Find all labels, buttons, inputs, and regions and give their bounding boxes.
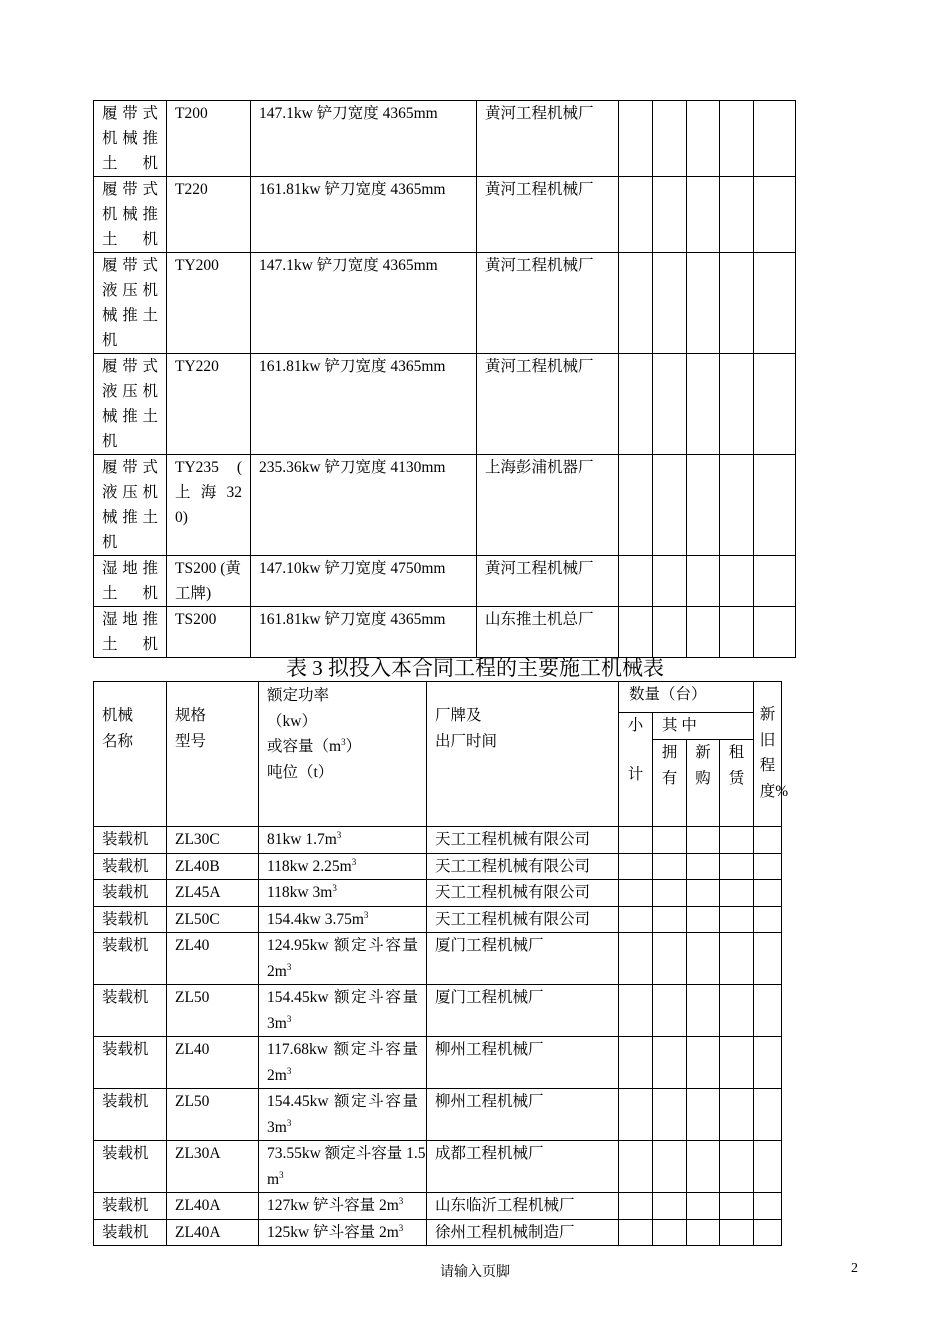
table-row	[94, 1219, 782, 1246]
empty-cell	[653, 1193, 687, 1220]
table-row	[94, 455, 796, 556]
empty-cell	[653, 1219, 687, 1246]
header-condition	[754, 682, 789, 827]
table-row	[94, 933, 782, 985]
empty-cell	[754, 853, 782, 880]
empty-cell	[653, 354, 687, 455]
empty-cell	[687, 1141, 720, 1193]
model-cell: ZL50	[167, 1089, 259, 1141]
table-row	[94, 1089, 782, 1141]
empty-cell	[720, 880, 754, 907]
header-label: 额定功率	[267, 687, 330, 704]
empty-cell	[653, 177, 687, 253]
header-label: 规格型号	[175, 707, 207, 750]
maker-cell: 黄河工程机械厂	[477, 354, 619, 455]
spec-text: 118kw 2.25m	[267, 857, 352, 875]
spec-text: 117.68kw 额定斗容量 2m	[267, 1041, 418, 1084]
maker-cell: 柳州工程机械厂	[427, 1089, 619, 1141]
machine-name-cell: 装载机	[94, 880, 167, 907]
empty-cell	[619, 853, 653, 880]
empty-cell	[754, 933, 782, 985]
header-own	[653, 740, 687, 827]
model-cell: ZL50	[167, 985, 259, 1037]
empty-cell	[720, 1219, 754, 1246]
table-row	[94, 880, 782, 907]
empty-cell	[687, 1193, 720, 1220]
maker-cell: 黄河工程机械厂	[477, 101, 619, 177]
machine-name-cell: 装载机	[94, 827, 167, 854]
empty-cell	[619, 933, 653, 985]
empty-cell	[619, 1037, 653, 1089]
empty-cell	[754, 1089, 782, 1141]
empty-cell	[720, 933, 754, 985]
header-row	[94, 682, 782, 713]
empty-cell	[754, 177, 796, 253]
empty-cell	[619, 556, 653, 607]
empty-cell	[653, 101, 687, 177]
empty-cell	[687, 880, 720, 907]
model-cell: TS200 (黄工牌)	[167, 556, 251, 607]
spec-text: 81kw 1.7m	[267, 831, 337, 848]
spec-text: 118kw 3m	[267, 884, 333, 901]
model-cell: ZL30A	[167, 1141, 259, 1193]
empty-cell	[687, 177, 720, 253]
maker-cell: 黄河工程机械厂	[477, 177, 619, 253]
header-of-which: 其 中	[653, 713, 754, 740]
superscript: 3	[286, 961, 292, 972]
empty-cell	[720, 853, 754, 880]
spec-text: 154.45kw 额定斗容量 3m	[267, 1093, 418, 1136]
header-rent	[720, 740, 754, 827]
machine-name-cell: 装载机	[94, 853, 167, 880]
spec-text: 154.4kw 3.75m	[267, 910, 364, 928]
spec-text: 73.55kw 额定斗容量 1.5m	[267, 1145, 426, 1188]
machine-name-cell: 湿地推土机	[94, 607, 167, 658]
header-label: 拥有	[661, 744, 678, 787]
superscript: 3	[336, 829, 342, 840]
spec-cell: 147.1kw 铲刀宽度 4365mm	[251, 253, 477, 354]
machine-name-cell: 装载机	[94, 933, 167, 985]
spec-cell	[259, 1037, 427, 1089]
machine-name-cell: 履带式液压机械推土机	[94, 354, 167, 455]
empty-cell	[653, 1089, 687, 1141]
machine-name-cell: 履带式机械推土机	[94, 177, 167, 253]
header-label: 计	[627, 765, 644, 783]
model-cell: TY235 ( 上 海 320)	[167, 455, 251, 556]
empty-cell	[653, 933, 687, 985]
empty-cell	[687, 906, 720, 933]
spec-cell	[259, 933, 427, 985]
model-cell: ZL40A	[167, 1219, 259, 1246]
machine-name-cell: 装载机	[94, 1219, 167, 1246]
empty-cell	[754, 607, 796, 658]
empty-cell	[720, 906, 754, 933]
model-cell: ZL40B	[167, 853, 259, 880]
model-cell: ZL50C	[167, 906, 259, 933]
maker-cell: 黄河工程机械厂	[477, 556, 619, 607]
empty-cell	[653, 985, 687, 1037]
empty-cell	[653, 880, 687, 907]
table-row	[94, 354, 796, 455]
empty-cell	[720, 1141, 754, 1193]
empty-cell	[720, 177, 754, 253]
table-row	[94, 853, 782, 880]
machine-name-cell: 湿地推土机	[94, 556, 167, 607]
header-model	[167, 682, 259, 827]
empty-cell	[754, 1141, 782, 1193]
maker-cell: 厦门工程机械厂	[427, 985, 619, 1037]
header-maker	[427, 682, 619, 827]
empty-cell	[754, 827, 782, 854]
machine-name-cell: 装载机	[94, 1141, 167, 1193]
maker-cell: 天工工程机械有限公司	[427, 906, 619, 933]
empty-cell	[720, 1037, 754, 1089]
maker-cell: 天工工程机械有限公司	[427, 853, 619, 880]
empty-cell	[653, 906, 687, 933]
spec-cell: 147.10kw 铲刀宽度 4750mm	[251, 556, 477, 607]
empty-cell	[653, 455, 687, 556]
empty-cell	[619, 827, 653, 854]
empty-cell	[619, 455, 653, 556]
empty-cell	[619, 607, 653, 658]
maker-cell: 柳州工程机械厂	[427, 1037, 619, 1089]
model-cell: TS200	[167, 607, 251, 658]
empty-cell	[754, 455, 796, 556]
header-label: 新旧程度%	[759, 706, 789, 800]
empty-cell	[619, 1089, 653, 1141]
table-row	[94, 556, 796, 607]
spec-cell	[259, 906, 427, 933]
header-label: 小	[627, 717, 644, 734]
table-row	[94, 1037, 782, 1089]
spec-cell: 235.36kw 铲刀宽度 4130mm	[251, 455, 477, 556]
machine-name-cell: 履带式液压机械推土机	[94, 455, 167, 556]
superscript: 3	[341, 736, 346, 747]
empty-cell	[720, 253, 754, 354]
header-label-part: ）	[345, 738, 362, 755]
empty-cell	[720, 1089, 754, 1141]
maker-cell: 成都工程机械厂	[427, 1141, 619, 1193]
superscript: 3	[332, 882, 337, 893]
maker-cell: 徐州工程机械制造厂	[427, 1219, 619, 1246]
model-cell: ZL40A	[167, 1193, 259, 1220]
empty-cell	[754, 253, 796, 354]
empty-cell	[754, 1193, 782, 1220]
model-cell: ZL40	[167, 1037, 259, 1089]
superscript: 3	[398, 1222, 404, 1233]
empty-cell	[720, 1193, 754, 1220]
empty-cell	[754, 354, 796, 455]
superscript: 3	[286, 1013, 292, 1024]
empty-cell	[653, 1141, 687, 1193]
empty-cell	[720, 455, 754, 556]
empty-cell	[720, 354, 754, 455]
machine-name-cell: 装载机	[94, 1037, 167, 1089]
empty-cell	[619, 177, 653, 253]
empty-cell	[653, 827, 687, 854]
empty-cell	[754, 906, 782, 933]
empty-cell	[754, 1219, 782, 1246]
spec-cell	[259, 1219, 427, 1246]
empty-cell	[653, 556, 687, 607]
model-cell: TY200	[167, 253, 251, 354]
empty-cell	[619, 906, 653, 933]
table-title: 表 3 拟投入本合同工程的主要施工机械表	[286, 656, 664, 680]
machine-name-cell: 履带式机械推土机	[94, 101, 167, 177]
maker-cell: 黄河工程机械厂	[477, 253, 619, 354]
spec-cell	[259, 1141, 427, 1193]
spec-cell: 161.81kw 铲刀宽度 4365mm	[251, 354, 477, 455]
empty-cell	[687, 607, 720, 658]
empty-cell	[720, 101, 754, 177]
empty-cell	[687, 101, 720, 177]
header-new	[687, 740, 720, 827]
table-row	[94, 253, 796, 354]
empty-cell	[687, 556, 720, 607]
model-cell: ZL40	[167, 933, 259, 985]
empty-cell	[720, 607, 754, 658]
empty-cell	[653, 253, 687, 354]
machine-name-cell: 装载机	[94, 906, 167, 933]
superscript: 3	[363, 909, 369, 920]
spec-text: 124.95kw 额定斗容量 2m	[267, 937, 418, 980]
header-power	[259, 682, 427, 827]
model-cell: ZL45A	[167, 880, 259, 907]
model-cell: T220	[167, 177, 251, 253]
empty-cell	[720, 985, 754, 1037]
machine-name-cell: 装载机	[94, 985, 167, 1037]
empty-cell	[687, 1219, 720, 1246]
spec-text: 127kw 铲斗容量 2m	[267, 1197, 399, 1214]
empty-cell	[720, 556, 754, 607]
superscript: 3	[398, 1195, 404, 1206]
header-label-part: 或容量（m	[267, 738, 342, 755]
page-footer: 请输入页脚	[440, 1265, 510, 1280]
header-machine-name	[94, 682, 167, 827]
spec-cell	[259, 853, 427, 880]
maker-cell: 上海彭浦机器厂	[477, 455, 619, 556]
table-row	[94, 1193, 782, 1220]
spec-cell: 161.81kw 铲刀宽度 4365mm	[251, 607, 477, 658]
maker-cell: 山东临沂工程机械厂	[427, 1193, 619, 1220]
superscript: 3	[286, 1117, 292, 1128]
machine-name-cell: 履带式液压机械推土机	[94, 253, 167, 354]
superscript: 3	[351, 856, 357, 867]
empty-cell	[619, 253, 653, 354]
table-row	[94, 607, 796, 658]
table-row	[94, 177, 796, 253]
empty-cell	[754, 101, 796, 177]
empty-cell	[720, 827, 754, 854]
empty-cell	[619, 1193, 653, 1220]
model-cell: T200	[167, 101, 251, 177]
empty-cell	[619, 354, 653, 455]
maker-cell: 天工工程机械有限公司	[427, 880, 619, 907]
machine-name-cell: 装载机	[94, 1193, 167, 1220]
spec-cell	[259, 827, 427, 854]
spec-text: 154.45kw 额定斗容量 3m	[267, 989, 418, 1032]
spec-cell	[259, 1193, 427, 1220]
header-label: 新购	[695, 744, 711, 787]
empty-cell	[687, 455, 720, 556]
machinery-table	[93, 681, 789, 1246]
table-row	[94, 101, 796, 177]
empty-cell	[687, 253, 720, 354]
table-row	[94, 1141, 782, 1193]
maker-cell: 厦门工程机械厂	[427, 933, 619, 985]
maker-cell: 山东推土机总厂	[477, 607, 619, 658]
maker-cell: 天工工程机械有限公司	[427, 827, 619, 854]
spec-cell	[259, 985, 427, 1037]
table-row	[94, 906, 782, 933]
empty-cell	[687, 933, 720, 985]
empty-cell	[687, 1089, 720, 1141]
spec-cell: 161.81kw 铲刀宽度 4365mm	[251, 177, 477, 253]
empty-cell	[687, 354, 720, 455]
empty-cell	[754, 880, 782, 907]
model-cell: TY220	[167, 354, 251, 455]
header-label: 厂牌及	[435, 707, 482, 724]
header-label: 出厂时间	[435, 732, 498, 750]
superscript: 3	[286, 1065, 292, 1076]
empty-cell	[687, 827, 720, 854]
header-subtotal	[619, 713, 653, 827]
header-label: 租赁	[728, 744, 745, 787]
empty-cell	[687, 853, 720, 880]
header-label	[267, 734, 426, 760]
header-label: 吨位（t）	[267, 763, 334, 781]
empty-cell	[754, 556, 796, 607]
table-row	[94, 985, 782, 1037]
spec-text: 125kw 铲斗容量 2m	[267, 1223, 399, 1241]
model-cell: ZL30C	[167, 827, 259, 854]
empty-cell	[687, 1037, 720, 1089]
header-quantity: 数量（台）	[619, 682, 754, 713]
empty-cell	[754, 1037, 782, 1089]
empty-cell	[653, 607, 687, 658]
empty-cell	[653, 853, 687, 880]
empty-cell	[619, 101, 653, 177]
superscript: 3	[279, 1169, 284, 1180]
empty-cell	[619, 880, 653, 907]
spec-cell	[259, 880, 427, 907]
page-number: 2	[851, 1261, 858, 1276]
machine-name-cell: 装载机	[94, 1089, 167, 1141]
header-label: （kw）	[267, 712, 317, 730]
header-label: 机械名称	[102, 707, 134, 750]
bulldozer-table	[93, 100, 796, 658]
empty-cell	[687, 985, 720, 1037]
spec-cell	[259, 1089, 427, 1141]
table-row	[94, 827, 782, 854]
empty-cell	[619, 1219, 653, 1246]
empty-cell	[754, 985, 782, 1037]
empty-cell	[619, 985, 653, 1037]
empty-cell	[653, 1037, 687, 1089]
spec-cell: 147.1kw 铲刀宽度 4365mm	[251, 101, 477, 177]
empty-cell	[619, 1141, 653, 1193]
